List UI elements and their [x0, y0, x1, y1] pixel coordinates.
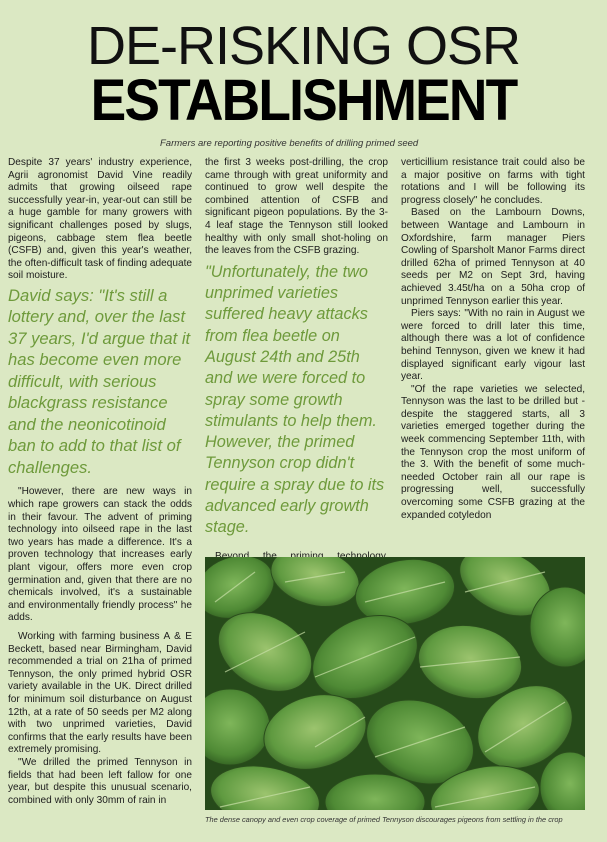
paragraph: "We drilled the primed Tennyson in fields that had been left fallow for one year, but despite this unusual scenario, combined with only 30mm of rain in: [8, 756, 192, 806]
headline-line1: DE-RISKING OSR: [86, 16, 521, 76]
crop-photo: [205, 557, 585, 810]
pull-quote: David says: "It's still a lottery and, over the last 37 years, I'd argue that it has become even more difficult, with serious blackgrass resistance and the neonicotinoid ban to add to that list of challenges.: [8, 285, 191, 477]
paragraph: "However, there are new ways in which rape growers can stack the odds in their favour. The advent of priming technology into oilseed rape in the last two years has made a difference. It's a proven technology that increases early plant vigour, offers more even crop germination and, given that there are no chemicals involved, it's a sustainable and environmentally friendly process" he adds.: [8, 486, 192, 624]
article-column-3: [401, 157, 585, 522]
headline-line2: ESTABLISHMENT: [90, 68, 517, 133]
standfirst: Farmers are reporting positive benefits of drilling primed seed: [160, 138, 419, 149]
paragraph: "Of the rape varieties we selected, Tennyson was the last to be drilled but - despite the staggered starts, all 3 varieties emerged together during the week commencing September 11th, with the Tennyson crop the most uniform of the 3. With the benefit of some much-needed October rain all our rape is progressing well, successfully overcoming some CSFB grazing at the expanded cotyledon: [401, 383, 585, 521]
oilseed-rape-leaves-image: [205, 557, 585, 810]
pull-quote: "Unfortunately, the two unprimed varieties suffered heavy attacks from flea beetle on August 24th and 25th and we were forced to spray some growth stimulants to help them. However, the primed Tennyson crop didn't require a spray due to its advanced early growth stage.: [205, 262, 385, 537]
article-column-1: [8, 157, 192, 807]
paragraph: the first 3 weeks post-drilling, the crop came through with great uniformity and continued to grow well despite the combined attention of CSFB and significant pigeon populations. By the 3-4 leaf stage the Tennyson still looked healthy with only small shot-holing on the leaves from the CSFB grazing.: [205, 157, 388, 257]
paragraph: Despite 37 years' industry experience, Agrii agronomist David Vine readily admits that growing oilseed rape successfully year-in, year-out can still be a huge gamble for many growers with significant challenges posed by slugs, pigeons, cabbage stem flea beetle (CSFB) and, given this year's weather, the often-difficult task of finding adequate soil moisture.: [8, 157, 192, 282]
article-column-2: [205, 157, 388, 588]
paragraph: Piers says: "With no rain in August we were forced to drill later this time, although there was a lot of confidence behind Tennyson, given we knew it had displayed significant early vigour last year.: [401, 308, 585, 383]
photo-caption: The dense canopy and even crop coverage of primed Tennyson discourages pigeons from settling in the crop: [205, 815, 563, 824]
paragraph: Working with farming business A & E Beckett, based near Birmingham, David recommended a trial on 21ha of primed Tennyson, the only primed hybrid OSR variety available in the UK. Direct drilled for minimum soil disturbance on August 12th, at a rate of 50 seeds per M2 along with two unprimed varieties, David confirms that the early results have been extremely promising.: [8, 630, 192, 756]
paragraph: verticillium resistance trait could also be a major positive on farms with tight rotations and I will be following its progress closely" he concludes.: [401, 157, 585, 206]
paragraph: Based on the Lambourn Downs, between Wantage and Lambourn in Oxfordshire, farm manager Piers Cowling of Sparsholt Manor Farms direct drilled 62ha of primed Tennyson at 40 seeds per M2 on Sept 3rd, having achieved 3.45t/ha on a 50ha crop of unprimed Tennyson earlier this year.: [401, 207, 585, 307]
